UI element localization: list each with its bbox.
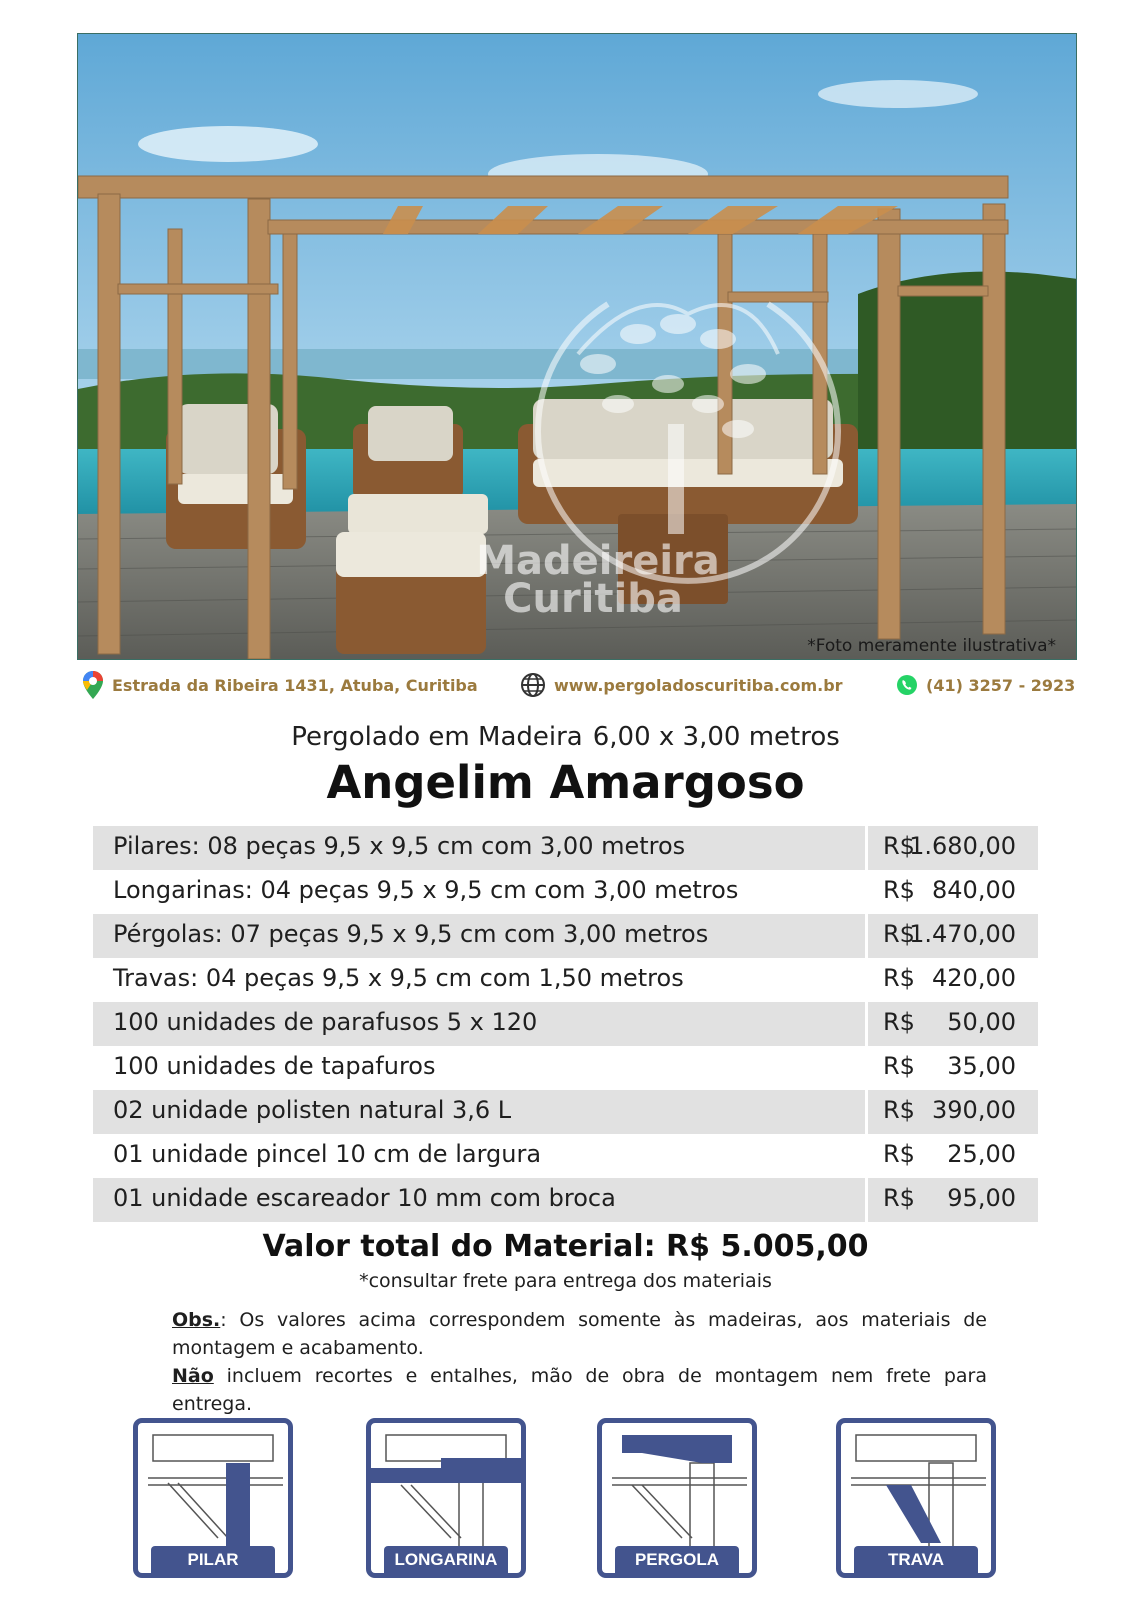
currency: R$ bbox=[883, 920, 915, 948]
table-row bbox=[93, 1046, 1038, 1090]
item-description: 01 unidade pincel 10 cm de largura bbox=[113, 1140, 542, 1168]
currency: R$ bbox=[883, 1140, 915, 1168]
item-price bbox=[868, 1178, 1038, 1222]
table-row bbox=[93, 1090, 1038, 1134]
table-row bbox=[93, 826, 1038, 870]
obs-label: Obs. bbox=[172, 1309, 221, 1331]
item-price bbox=[868, 1090, 1038, 1134]
photo-disclaimer: *Foto meramente ilustrativa* bbox=[807, 636, 1056, 656]
subtitle-product: Pergolado em Madeira bbox=[291, 722, 583, 752]
watermark-line1: Madeireira bbox=[476, 538, 720, 584]
currency: R$ bbox=[883, 1052, 915, 1080]
amount: 50,00 bbox=[947, 1008, 1016, 1036]
currency: R$ bbox=[883, 832, 915, 860]
item-price bbox=[868, 1046, 1038, 1090]
nao-text: incluem recortes e entalhes, mão de obra de montagem nem frete para entrega. bbox=[172, 1365, 987, 1415]
item-price bbox=[868, 1002, 1038, 1046]
hero-photo bbox=[77, 33, 1077, 660]
amount: 25,00 bbox=[947, 1140, 1016, 1168]
part-card-pergola bbox=[597, 1418, 757, 1578]
whatsapp-icon bbox=[896, 674, 918, 696]
amount: 95,00 bbox=[947, 1184, 1016, 1212]
item-price bbox=[868, 870, 1038, 914]
table-row bbox=[93, 914, 1038, 958]
contact-phone[interactable] bbox=[896, 668, 1075, 702]
part-label: PILAR bbox=[151, 1546, 275, 1574]
part-card-trava bbox=[836, 1418, 996, 1578]
amount: 390,00 bbox=[932, 1096, 1016, 1124]
product-title: Angelim Amargoso bbox=[326, 756, 805, 809]
obs-paragraph-2 bbox=[172, 1362, 987, 1418]
item-description: 01 unidade escareador 10 mm com broca bbox=[93, 1178, 865, 1222]
item-description: 100 unidades de parafusos 5 x 120 bbox=[93, 1002, 865, 1046]
nao-label: Não bbox=[172, 1365, 214, 1387]
item-price bbox=[868, 1134, 1038, 1178]
item-price bbox=[868, 826, 1038, 870]
part-label: PERGOLA bbox=[615, 1546, 739, 1574]
item-description: 02 unidade polisten natural 3,6 L bbox=[93, 1090, 865, 1134]
currency: R$ bbox=[883, 876, 915, 904]
table-row bbox=[93, 1002, 1038, 1046]
website-link[interactable]: www.pergoladoscuritiba.com.br bbox=[554, 675, 843, 695]
globe-icon bbox=[520, 672, 546, 698]
pergola-photo bbox=[78, 34, 1077, 660]
currency: R$ bbox=[883, 1184, 915, 1212]
part-label: TRAVA bbox=[854, 1546, 978, 1574]
item-description: Travas: 04 peças 9,5 x 9,5 cm com 1,50 metros bbox=[113, 964, 684, 992]
currency: R$ bbox=[883, 1008, 915, 1036]
freight-note: *consultar frete para entrega dos materiais bbox=[359, 1270, 772, 1292]
item-description: Pérgolas: 07 peças 9,5 x 9,5 cm com 3,00 metros bbox=[93, 914, 865, 958]
amount: 840,00 bbox=[932, 876, 1016, 904]
part-card-longarina bbox=[366, 1418, 526, 1578]
subtitle-dimensions: 6,00 x 3,00 metros bbox=[592, 722, 840, 752]
part-label: LONGARINA bbox=[384, 1546, 508, 1574]
table-row bbox=[93, 1178, 1038, 1222]
observations bbox=[172, 1306, 987, 1418]
part-card-pilar bbox=[133, 1418, 293, 1578]
price-table bbox=[93, 826, 1038, 1222]
contact-address bbox=[82, 668, 478, 702]
phone-text[interactable]: (41) 3257 - 2923 bbox=[926, 675, 1076, 695]
watermark-line2: Curitiba bbox=[503, 576, 683, 622]
amount: 1.470,00 bbox=[909, 920, 1016, 948]
currency: R$ bbox=[883, 1096, 915, 1124]
map-pin-icon bbox=[82, 670, 104, 700]
obs-paragraph-1 bbox=[172, 1306, 987, 1362]
obs-text: : Os valores acima correspondem somente às madeiras, aos materiais de montagem e acabamento. bbox=[172, 1309, 987, 1359]
currency: R$ bbox=[883, 964, 915, 992]
contact-website[interactable] bbox=[520, 668, 843, 702]
amount: 420,00 bbox=[932, 964, 1016, 992]
table-row bbox=[93, 870, 1038, 914]
amount: 1.680,00 bbox=[909, 832, 1016, 860]
amount: 35,00 bbox=[947, 1052, 1016, 1080]
product-subtitle bbox=[0, 722, 1131, 752]
table-row bbox=[93, 958, 1038, 1002]
item-description: 100 unidades de tapafuros bbox=[113, 1052, 436, 1080]
material-total: Valor total do Material: R$ 5.005,00 bbox=[262, 1229, 869, 1264]
item-description: Pilares: 08 peças 9,5 x 9,5 cm com 3,00 metros bbox=[93, 826, 865, 870]
address-text: Estrada da Ribeira 1431, Atuba, Curitiba bbox=[112, 675, 478, 695]
item-description: Longarinas: 04 peças 9,5 x 9,5 cm com 3,00 metros bbox=[113, 876, 739, 904]
item-price bbox=[868, 914, 1038, 958]
table-row bbox=[93, 1134, 1038, 1178]
item-price bbox=[868, 958, 1038, 1002]
